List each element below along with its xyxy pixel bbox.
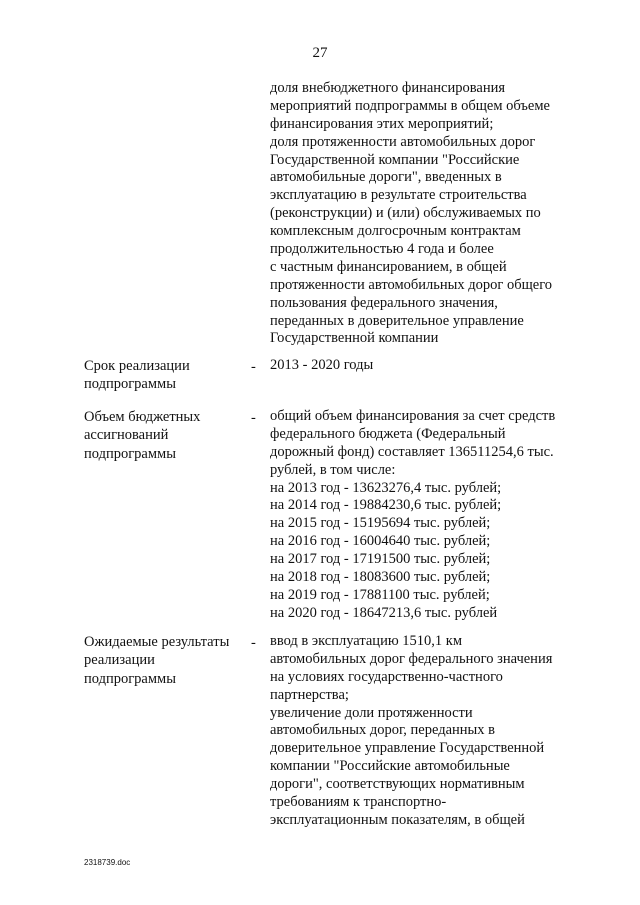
- value-line: на условиях государственно-частного: [270, 668, 503, 685]
- label-line: реализации: [84, 652, 155, 669]
- value-line: на 2016 год - 16004640 тыс. рублей;: [270, 533, 491, 550]
- label-line: подпрограммы: [84, 670, 176, 687]
- text-line: мероприятий подпрограммы в общем объеме: [270, 97, 550, 114]
- document-footer: 2318739.doc: [84, 858, 131, 867]
- row-dash-budget: -: [251, 410, 256, 426]
- value-line: федерального бюджета (Федеральный: [270, 425, 506, 442]
- row-label-budget: [84, 408, 249, 463]
- row-label-term: [84, 357, 249, 394]
- value-line: на 2018 год - 18083600 тыс. рублей;: [270, 569, 491, 586]
- text-line: доля протяженности автомобильных дорог: [270, 133, 536, 150]
- value-line: дороги", соответствующих нормативным: [270, 776, 525, 793]
- value-line: эксплуатационным показателям, в общей: [270, 811, 525, 828]
- intro-text-block: [270, 80, 600, 348]
- text-line: доля внебюджетного финансирования: [270, 80, 506, 96]
- label-line: подпрограммы: [84, 445, 176, 462]
- value-line: на 2019 год - 17881100 тыс. рублей;: [270, 586, 490, 603]
- value-line: партнерства;: [270, 686, 349, 703]
- label-line: Ожидаемые результаты: [84, 634, 230, 650]
- text-line: протяженности автомобильных дорог общего: [270, 276, 553, 293]
- text-line: переданных в доверительное управление: [270, 312, 524, 329]
- row-label-results: [84, 633, 249, 688]
- label-line: Объем бюджетных: [84, 409, 201, 425]
- value-line: общий объем финансирования за счет средств: [270, 408, 556, 424]
- value-line: доверительное управление Государственной: [270, 740, 545, 757]
- value-line: увеличение доли протяженности: [270, 704, 473, 721]
- value-line: дорожный фонд) составляет 136511254,6 тыс.: [270, 443, 554, 460]
- text-line: автомобильные дороги", введенных в: [270, 169, 502, 186]
- text-line: Государственной компании: [270, 330, 439, 347]
- row-value-results: [270, 633, 600, 830]
- row-value-budget: [270, 408, 600, 623]
- value-line: 2013 - 2020 годы: [270, 357, 374, 373]
- value-line: на 2020 год - 18647213,6 тыс. рублей: [270, 604, 498, 621]
- label-line: ассигнований: [84, 427, 169, 444]
- row-dash-term: -: [251, 359, 256, 375]
- label-line: Срок реализации: [84, 358, 190, 374]
- label-line: подпрограммы: [84, 376, 176, 393]
- text-line: с частным финансированием, в общей: [270, 258, 507, 275]
- value-line: автомобильных дорог, переданных в: [270, 722, 496, 739]
- value-line: на 2015 год - 15195694 тыс. рублей;: [270, 515, 491, 532]
- value-line: ввод в эксплуатацию 1510,1 км: [270, 633, 463, 649]
- page-number: 27: [312, 45, 328, 61]
- text-line: Государственной компании "Российские: [270, 151, 520, 168]
- row-value-term: [270, 357, 600, 375]
- text-line: (реконструкции) и (или) обслуживаемых по: [270, 205, 541, 222]
- row-dash-results: -: [251, 635, 256, 651]
- text-line: комплексным долгосрочным контрактам: [270, 223, 521, 240]
- value-line: на 2014 год - 19884230,6 тыс. рублей;: [270, 497, 502, 514]
- text-line: эксплуатацию в результате строительства: [270, 187, 527, 204]
- text-line: пользования федерального значения,: [270, 294, 498, 311]
- value-line: рублей, в том числе:: [270, 461, 396, 478]
- value-line: требованиям к транспортно-: [270, 794, 447, 811]
- value-line: компании "Российские автомобильные: [270, 758, 510, 775]
- value-line: автомобильных дорог федерального значения: [270, 650, 553, 667]
- text-line: финансирования этих мероприятий;: [270, 115, 494, 132]
- text-line: продолжительностью 4 года и более: [270, 241, 494, 258]
- value-line: на 2013 год - 13623276,4 тыс. рублей;: [270, 479, 502, 496]
- value-line: на 2017 год - 17191500 тыс. рублей;: [270, 551, 491, 568]
